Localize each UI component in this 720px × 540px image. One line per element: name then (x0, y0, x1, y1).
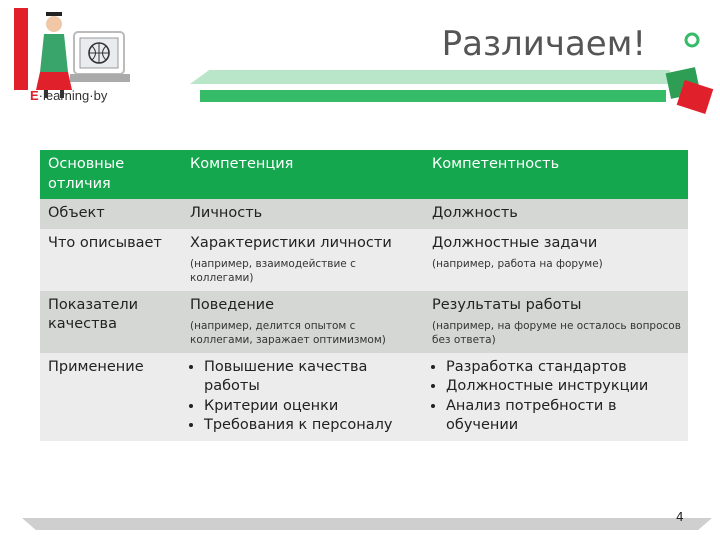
table-row (40, 353, 688, 441)
list-item: • Должностные инструкции (446, 377, 682, 397)
bullet-list (190, 358, 418, 436)
header-band-light (190, 70, 670, 84)
header-cell-competency: Компетентность (424, 150, 688, 199)
table-header-row (40, 150, 688, 199)
bullet-list (432, 358, 682, 436)
competence-cell (182, 229, 424, 291)
list-item: • Повышение качества работы (204, 358, 418, 397)
table-row (40, 291, 688, 353)
cell-note: (например, делится опытом с коллегами, заражает оптимизмом) (190, 320, 386, 347)
row-label: Показатели качества (40, 291, 182, 353)
row-label: Что описывает (40, 229, 182, 291)
header-cell-competence: Компетенция (182, 150, 424, 199)
competency-cell (424, 353, 688, 441)
table-row (40, 199, 688, 229)
cell-main-text: Должностные задачи (432, 234, 598, 251)
list-item: • Анализ потребности в обучении (446, 397, 682, 436)
competence-cell (182, 353, 424, 441)
list-item: • Критерии оценки (204, 397, 418, 417)
decorative-cube-graphic (660, 26, 716, 116)
cell-note: (например, взаимодействие с коллегами) (190, 258, 356, 285)
page-number: 4 (676, 510, 684, 524)
header-band-dark (200, 90, 666, 102)
competence-cell (182, 291, 424, 353)
cell-note: (например, работа на форуме) (432, 258, 603, 271)
cell-note: (например, на форуме не осталось вопросов без ответа) (432, 320, 681, 347)
slide-title: Различаем! (441, 24, 646, 64)
list-item: • Разработка стандартов (446, 358, 682, 378)
row-label: Объект (40, 199, 182, 229)
list-item: • Требования к персоналу (204, 416, 418, 436)
competency-cell (424, 291, 688, 353)
cell-main-text: Характеристики личности (190, 234, 392, 251)
cell-main-text: Результаты работы (432, 296, 582, 313)
logo-text: E·learning·by (30, 88, 108, 103)
competency-cell (424, 229, 688, 291)
comparison-table (40, 150, 688, 441)
table-row (40, 229, 688, 291)
footer-bar (22, 518, 712, 530)
header-cell-main-differences: Основные отличия (40, 150, 182, 199)
cell-main-text: Поведение (190, 296, 275, 313)
competence-cell: Личность (182, 199, 424, 229)
competency-cell: Должность (424, 199, 688, 229)
row-label: Применение (40, 353, 182, 441)
